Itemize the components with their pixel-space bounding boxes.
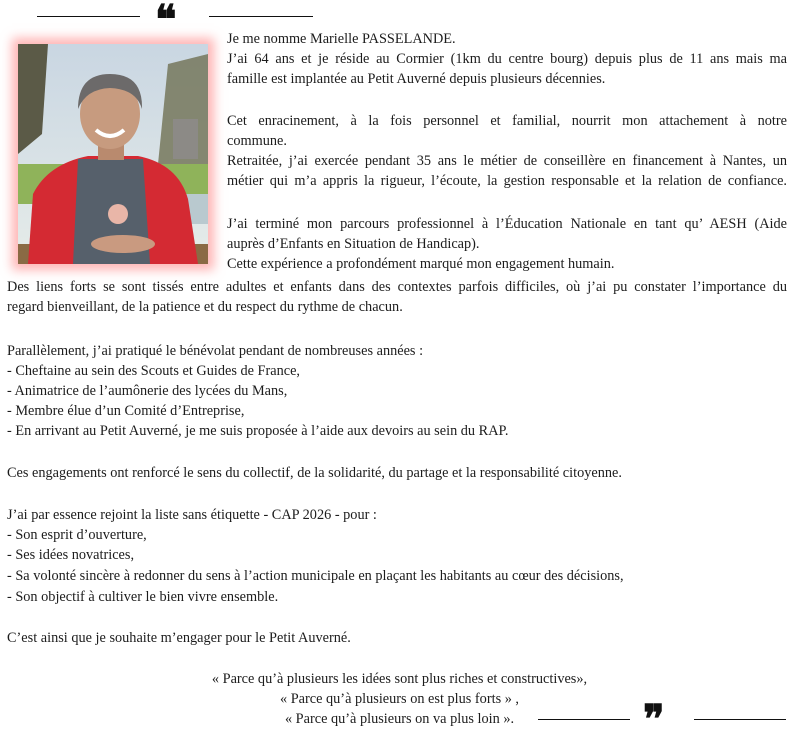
- intro-line-7: métier qui m’a appris la rigueur, l’écoute, la gestion responsable et la relation de confiance.: [227, 173, 787, 189]
- list-item-ouverture: - Son esprit d’ouverture,: [7, 527, 147, 543]
- portrait-illustration: [18, 44, 208, 264]
- list-item-aumonerie: - Animatrice de l’aumônerie des lycées du Mans,: [7, 383, 288, 399]
- closing-quote-2: « Parce qu’à plusieurs on est plus forts » ,: [279, 691, 520, 707]
- bottom-rule-left: [538, 719, 630, 720]
- list-item-comite: - Membre élue d’un Comité d’Entreprise,: [7, 403, 245, 419]
- body-line-engagements: Ces engagements ont renforcé le sens du collectif, de la solidarité, du partage et la responsabilité citoyenne.: [7, 465, 622, 481]
- top-rule-right: [209, 16, 313, 17]
- closing-quote-3: « Parce qu’à plusieurs on va plus loin ».: [284, 711, 515, 727]
- list-item-scouts: - Cheftaine au sein des Scouts et Guides de France,: [7, 363, 301, 379]
- list-item-idees: - Ses idées novatrices,: [7, 547, 135, 563]
- intro-line-8: J’ai terminé mon parcours professionnel à l’Éducation Nationale en tant qu’ AESH (Aide: [227, 216, 787, 232]
- body-line-conclusion: C’est ainsi que je souhaite m’engager pour le Petit Auverné.: [7, 630, 351, 646]
- intro-line-10: Cette expérience a profondément marqué mon engagement humain.: [227, 256, 615, 272]
- close-quote-icon: ❞: [643, 696, 665, 743]
- body-line-cap2026: J’ai par essence rejoint la liste sans étiquette - CAP 2026 - pour :: [7, 507, 377, 523]
- list-item-volonte: - Sa volonté sincère à redonner du sens à l’action municipale en plaçant les habitants au cœur des décisions,: [7, 568, 624, 584]
- portrait-photo: [18, 44, 208, 264]
- body-line-3: Parallèlement, j’ai pratiqué le bénévolat pendant de nombreuses années :: [7, 343, 424, 359]
- intro-line-6: Retraitée, j’ai exercée pendant 35 ans le métier de conseillère en financement à Nantes, un: [227, 153, 787, 169]
- body-line-2: regard bienveillant, de la patience et du respect du rythme de chacun.: [7, 299, 403, 315]
- intro-line-4: Cet enracinement, à la fois personnel et familial, nourrit mon attachement à notre: [227, 113, 787, 129]
- intro-line-2: J’ai 64 ans et je réside au Cormier (1km du centre bourg) depuis plus de 11 ans mais ma: [227, 51, 787, 67]
- closing-quote-1: « Parce qu’à plusieurs les idées sont plus riches et constructives»,: [211, 671, 588, 687]
- intro-line-1: Je me nomme Marielle PASSELANDE.: [227, 31, 456, 47]
- intro-line-3: famille est implantée au Petit Auverné depuis plusieurs décennies.: [227, 71, 606, 87]
- bottom-rule-right: [694, 719, 786, 720]
- list-item-objectif: - Son objectif à cultiver le bien vivre ensemble.: [7, 589, 279, 605]
- list-item-rap: - En arrivant au Petit Auverné, je me suis proposée à l’aide aux devoirs au sein du RAP.: [7, 423, 509, 439]
- intro-line-9: auprès d’Enfants en Situation de Handicap).: [227, 236, 480, 252]
- open-quote-icon: ❝: [155, 0, 177, 43]
- intro-line-5: commune.: [227, 133, 287, 149]
- body-line-1: Des liens forts se sont tissés entre adultes et enfants dans des contextes parfois difficiles, où j’ai pu constater l’importance du: [7, 279, 787, 295]
- top-rule-left: [37, 16, 140, 17]
